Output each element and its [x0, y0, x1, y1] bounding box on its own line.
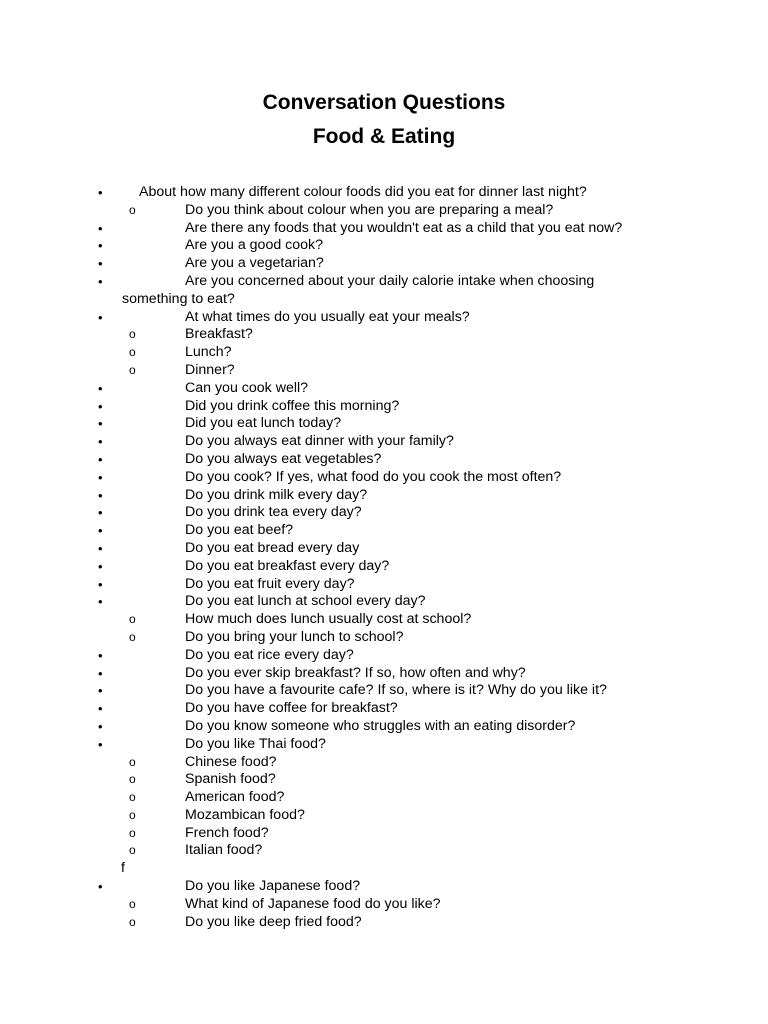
bullet-marker: •	[98, 416, 103, 432]
question-text: Do you like Japanese food?	[185, 878, 361, 895]
question-text: American food?	[185, 789, 285, 806]
bullet-marker: •	[98, 879, 103, 895]
question-item	[0, 487, 768, 505]
bullet-marker: •	[98, 594, 103, 610]
sub-bullet-marker: o	[129, 629, 136, 644]
stray-character: f	[121, 860, 125, 877]
sub-bullet-marker: o	[129, 807, 136, 822]
sub-question-item	[0, 362, 768, 380]
question-item	[0, 469, 768, 487]
bullet-marker: •	[98, 701, 103, 717]
sub-question-item	[0, 202, 768, 220]
question-text: Do you know someone who struggles with an eating disorder?	[185, 717, 576, 734]
bullet-marker: •	[98, 451, 103, 467]
sub-question-item	[0, 326, 768, 344]
question-text: Do you like deep fried food?	[185, 913, 362, 930]
question-text: Do you eat breakfast every day?	[185, 557, 390, 574]
sub-bullet-marker: o	[129, 772, 136, 787]
question-text: Dinner?	[185, 361, 235, 378]
question-text: Do you eat beef?	[185, 522, 294, 539]
bullet-marker: •	[98, 665, 103, 681]
question-list	[0, 184, 768, 931]
question-text: Do you ever skip breakfast? If so, how often and why?	[185, 664, 526, 681]
question-text: Do you always eat dinner with your family?	[185, 433, 454, 450]
sub-question-item	[0, 611, 768, 629]
sub-question-item	[0, 807, 768, 825]
question-item	[0, 558, 768, 576]
question-text: Spanish food?	[185, 771, 276, 788]
document-subtitle: Food & Eating	[312, 125, 456, 148]
question-text: Do you eat fruit every day?	[185, 575, 355, 592]
bullet-marker: •	[98, 718, 103, 734]
question-item	[0, 309, 768, 327]
question-item	[0, 380, 768, 398]
sub-question-item	[0, 825, 768, 843]
bullet-marker: •	[98, 523, 103, 539]
question-item	[0, 700, 768, 718]
sub-bullet-marker: o	[129, 896, 136, 911]
question-text: At what times do you usually eat your meals?	[185, 308, 470, 325]
question-text: Do you drink milk every day?	[185, 486, 368, 503]
question-item	[0, 273, 768, 309]
sub-question-item	[0, 754, 768, 772]
question-text: Are you concerned about your daily calorie intake when choosing	[185, 272, 595, 289]
bullet-marker: •	[98, 558, 103, 574]
question-text: Can you cook well?	[185, 379, 309, 396]
question-text: Do you always eat vegetables?	[185, 450, 382, 467]
question-text: Italian food?	[185, 842, 263, 859]
question-item	[0, 184, 768, 202]
question-text: Do you have a favourite cafe? If so, where is it? Why do you like it?	[185, 682, 607, 699]
question-text: Are you a vegetarian?	[185, 255, 324, 272]
question-text: Are you a good cook?	[185, 237, 324, 254]
bullet-marker: •	[98, 683, 103, 699]
question-item	[0, 255, 768, 273]
question-item	[0, 540, 768, 558]
question-text: Do you have coffee for breakfast?	[185, 700, 398, 717]
question-item	[0, 237, 768, 255]
question-item	[0, 647, 768, 665]
bullet-marker: •	[98, 540, 103, 556]
question-text: Do you drink tea every day?	[185, 504, 362, 521]
question-item	[0, 736, 768, 754]
sub-question-item	[0, 789, 768, 807]
sub-question-item	[0, 771, 768, 789]
bullet-marker: •	[98, 380, 103, 396]
sub-bullet-marker: o	[129, 914, 136, 929]
bullet-marker: •	[98, 469, 103, 485]
sub-bullet-marker: o	[129, 790, 136, 805]
question-text: Do you eat rice every day?	[185, 646, 354, 663]
question-item	[0, 878, 768, 896]
question-text: Do you think about colour when you are preparing a meal?	[185, 201, 554, 218]
question-item	[0, 451, 768, 469]
question-text: Do you eat bread every day	[185, 539, 360, 556]
sub-bullet-marker: o	[129, 825, 136, 840]
question-text: Do you bring your lunch to school?	[185, 628, 404, 645]
question-item	[0, 220, 768, 238]
stray-text-row	[0, 860, 768, 878]
sub-question-item	[0, 896, 768, 914]
bullet-marker: •	[98, 398, 103, 414]
question-text: Did you eat lunch today?	[185, 415, 342, 432]
question-item	[0, 398, 768, 416]
question-item	[0, 593, 768, 611]
question-text-continuation: something to eat?	[122, 290, 235, 307]
question-text: Are there any foods that you wouldn't eat as a child that you eat now?	[185, 219, 623, 236]
bullet-marker: •	[98, 434, 103, 450]
question-item	[0, 665, 768, 683]
bullet-marker: •	[98, 736, 103, 752]
question-text: Did you drink coffee this morning?	[185, 397, 400, 414]
question-text: Do you like Thai food?	[185, 735, 326, 752]
question-item	[0, 433, 768, 451]
sub-question-item	[0, 914, 768, 932]
question-text: Chinese food?	[185, 753, 277, 770]
sub-bullet-marker: o	[129, 327, 136, 342]
bullet-marker: •	[98, 487, 103, 503]
question-text: Do you eat lunch at school every day?	[185, 593, 426, 610]
question-item	[0, 576, 768, 594]
bullet-marker: •	[98, 576, 103, 592]
question-text: French food?	[185, 824, 269, 841]
sub-bullet-marker: o	[129, 754, 136, 769]
question-item	[0, 415, 768, 433]
bullet-marker: •	[98, 238, 103, 254]
sub-bullet-marker: o	[129, 345, 136, 360]
sub-bullet-marker: o	[129, 202, 136, 217]
question-text: Do you cook? If yes, what food do you cook the most often?	[185, 468, 562, 485]
question-text: Lunch?	[185, 344, 232, 361]
question-item	[0, 718, 768, 736]
bullet-marker: •	[98, 309, 103, 325]
question-item	[0, 682, 768, 700]
sub-question-item	[0, 842, 768, 860]
bullet-marker: •	[98, 185, 103, 200]
sub-bullet-marker: o	[129, 843, 136, 858]
question-text: Mozambican food?	[185, 806, 305, 823]
sub-question-item	[0, 629, 768, 647]
sub-bullet-marker: o	[129, 612, 136, 627]
question-item	[0, 522, 768, 540]
bullet-marker: •	[98, 220, 103, 236]
bullet-marker: •	[98, 256, 103, 272]
document-title: Conversation Questions	[262, 91, 506, 114]
question-text: How much does lunch usually cost at school?	[185, 611, 472, 628]
question-text: About how many different colour foods did you eat for dinner last night?	[139, 184, 587, 200]
sub-question-item	[0, 344, 768, 362]
sub-bullet-marker: o	[129, 362, 136, 377]
question-text: Breakfast?	[185, 326, 253, 343]
bullet-marker: •	[98, 273, 103, 289]
question-item	[0, 504, 768, 522]
bullet-marker: •	[98, 505, 103, 521]
question-text: What kind of Japanese food do you like?	[185, 895, 441, 912]
bullet-marker: •	[98, 647, 103, 663]
